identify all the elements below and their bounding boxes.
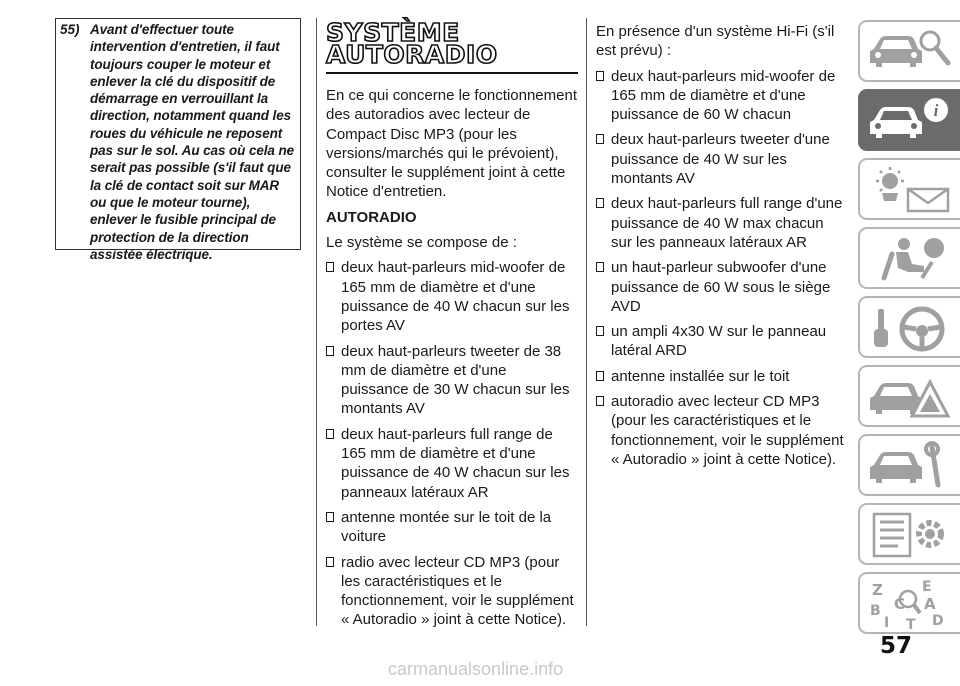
section-title-line2: AUTORADIO [326,40,498,69]
key-steering-wheel-icon [868,303,952,353]
checkbox-bullet-icon [596,71,604,81]
list-item [596,367,846,386]
car-search-icon [868,27,952,77]
car-wrench-icon [868,441,952,491]
tab-car-info[interactable] [858,89,960,151]
autoradio-subhead: AUTORADIO [326,208,417,226]
checkbox-bullet-icon [326,429,334,439]
hifi-intro: En présence d'un système Hi-Fi (s'il est prévu) : [596,23,835,60]
list-item-text: radio avec lecteur CD MP3 (pour les caractéristiques et le fonctionnement, voir le supplément « Autoradio » joint à cette Notice). [341,553,574,629]
list-item-text: deux haut-parleurs full range d'une puissance de 40 W max chacun sur les panneaux latéraux AR [611,195,843,251]
checkbox-bullet-icon [596,134,604,144]
composed-of-text: Le système se compose de : [326,234,517,252]
page-number: 57 [880,633,913,659]
list-item-text: autoradio avec lecteur CD MP3 (pour les caractéristiques et le fonctionnement, voir le supplément « Autoradio » joint à cette Notice). [611,393,844,468]
list-item [596,67,846,125]
autoradio-section [326,18,578,636]
warning-light-message-icon [868,165,952,215]
warning-note [60,21,296,263]
tab-warning-lights[interactable] [858,158,960,220]
warning-text: Avant d'effectuer toute intervention d'entretien, il faut toujours couper le moteur et enlever la clé du dispositif de démarrage en verrouillant la direction, notamment quand les roues du véhicule ne reposent pas sur le sol. Au cas où cela ne serait pas possible (s'il faut que la clé de contact soit sur MAR ou que le moteur tourne), enlever le fusible principal de protection de la direction assistée électrique. [90,22,295,262]
list-item-text: antenne installée sur le toit [611,367,790,385]
list-item-text: un haut-parleur subwoofer d'une puissance de 60 W sous le siège AVD [611,259,831,315]
tab-index[interactable] [858,572,960,634]
list-item [596,392,846,469]
intro-paragraph: En ce qui concerne le fonctionnement des autoradios avec lecteur de Compact Disc MP3 (pour les versions/marchés qui le prévoient), consulter le supplément joint à cette Notice d'entretien. [326,87,577,201]
section-title [326,18,578,74]
checkbox-bullet-icon [596,326,604,336]
list-item-text: un ampli 4x30 W sur le panneau latéral ARD [611,323,827,360]
list-item [596,258,846,316]
list-item-text: antenne montée sur le toit de la voiture [341,508,552,546]
list-item [326,425,578,502]
checkbox-bullet-icon [596,198,604,208]
warning-box [55,18,301,262]
checkbox-bullet-icon [596,371,604,381]
checkbox-bullet-icon [326,512,334,522]
list-item-text: deux haut-parleurs mid-woofer de 165 mm de diamètre et d'une puissance de 40 W chacun sur les portes AV [341,259,570,335]
section-title-line1: SYSTÈME [326,18,460,47]
list-item-text: deux haut-parleurs full range de 165 mm de diamètre et d'une puissance de 40 W chacun sur les panneaux latéraux AR [341,425,570,501]
alphabetical-index-icon [868,579,952,629]
checkbox-bullet-icon [596,262,604,272]
index-letter: C [894,595,906,613]
list-item-text: deux haut-parleurs tweeter de 38 mm de diamètre et d'une puissance de 30 W chacun sur les montants AV [341,342,570,418]
index-letter: E [922,579,932,595]
list-item [596,322,846,361]
svg-text:i: i [933,101,939,120]
hifi-section [596,22,846,475]
list-item [596,130,846,188]
index-letter: D [932,613,944,629]
chapter-tabs [858,20,960,641]
autoradio-component-list [326,258,578,629]
list-item [326,553,578,630]
list-item-text: deux haut-parleurs mid-woofer de 165 mm de diamètre et d'une puissance de 60 W chacun [611,67,836,124]
list-item [326,342,578,419]
list-item [596,194,846,252]
watermark: carmanualsonline.info [388,659,564,679]
car-info-icon [868,96,952,146]
index-letter: B [870,603,881,619]
column-divider [316,18,317,626]
list-item-text: deux haut-parleurs tweeter d'une puissance de 40 W sur les montants AV [611,131,830,188]
specifications-gear-icon [868,510,952,560]
tab-maintenance[interactable] [858,434,960,496]
tab-safety[interactable] [858,227,960,289]
checkbox-bullet-icon [326,262,334,272]
warning-number: 55) [60,22,80,37]
checkbox-bullet-icon [326,346,334,356]
tab-know-your-car[interactable] [858,20,960,82]
index-letter: A [924,595,936,613]
car-warning-triangle-icon [868,372,952,422]
airbag-seat-icon [868,234,952,284]
index-letter: Z [872,581,883,599]
tab-starting-driving[interactable] [858,296,960,358]
index-letter: T [906,617,916,629]
index-letter: I [884,615,890,629]
checkbox-bullet-icon [596,396,604,406]
column-divider [586,18,587,626]
hifi-component-list [596,67,846,470]
checkbox-bullet-icon [326,557,334,567]
list-item [326,258,578,335]
tab-emergency[interactable] [858,365,960,427]
tab-technical-data[interactable] [858,503,960,565]
list-item [326,508,578,547]
